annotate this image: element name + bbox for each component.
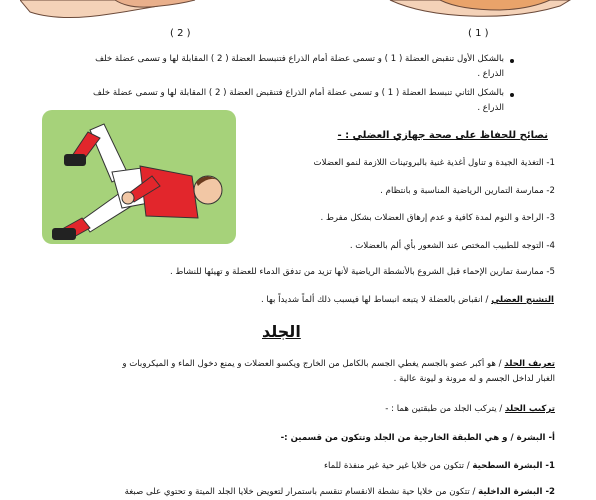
- skin-structure-term: تركيب الجلد: [504, 404, 555, 414]
- skin-definition-term: تعريف الجلد: [504, 359, 555, 369]
- bullet-marker: [510, 93, 514, 97]
- bullet-marker: [510, 59, 514, 63]
- cramp-definition: [130, 294, 554, 307]
- inner-epidermis: [30, 486, 555, 499]
- advice-item-4: 4- التوجه للطبيب المختص عند الشعور بأي ألم بالعضلات .: [349, 241, 555, 251]
- cramp-term: التشنج العضلي: [491, 295, 554, 305]
- bullet-text-1-cont: الذراع .: [477, 69, 504, 79]
- skin-definition-text: / هو أكبر عضو بالجسم يغطي الجسم بالكامل من الخارج ويكسو العضلات و يمنع دخول الماء و الميكروبات و: [122, 359, 505, 369]
- bullet-text-2-cont: الذراع .: [477, 103, 504, 113]
- skin-section-title: الجلد: [262, 322, 301, 341]
- skin-structure: [200, 403, 555, 416]
- surface-epidermis-text: / تتكون من خلايا غير حية غير منفذة للماء: [324, 461, 473, 471]
- advice-item-1: 1- التغذية الجيدة و تناول أغذية غنية بالبروتينات اللازمة لنمو العضلات: [313, 158, 555, 168]
- arm-illustration-2: [20, 0, 200, 22]
- inner-epidermis-text: / تتكون من خلايا حية نشطة الانقسام تنقسم باستمرار لتعويض خلايا الجلد الميتة و تحتوي على صبغة: [124, 487, 479, 497]
- skin-definition: [30, 358, 555, 371]
- injured-player-illustration: [42, 110, 236, 244]
- surface-epidermis: [200, 460, 555, 473]
- skin-definition-cont: الغبار لداخل الجسم و له مرونة و ليونة عالية .: [393, 374, 555, 384]
- skin-structure-text: / يتركب الجلد من طبقتين هما : -: [385, 404, 505, 414]
- surface-epidermis-term: 1- البشرة السطحية: [472, 461, 555, 471]
- advice-item-5: 5- ممارسة تمارين الإحماء قبل الشروع بالأنشطة الرياضية لأنها تزيد من تدفق الدماء للعضلة و تهيئها للنشاط .: [169, 267, 555, 277]
- inner-epidermis-term: 2- البشرة الداخلية: [478, 487, 555, 497]
- arm-illustration-1: [380, 0, 580, 22]
- cramp-text: / انقباض بالعضلة لا يتبعه انبساط لها فيسبب ذلك ألماً شديداً بها .: [260, 295, 492, 305]
- bullet-text-1: بالشكل الأول تنقبض العضلة ( 1 ) و تسمى عضلة أمام الذراع فتنبسط العضلة ( 2 ) المقابلة لها و تسمى عضلة خلف: [95, 54, 504, 64]
- epidermis-heading: أ- البشرة / و هي الطبقة الخارجية من الجلد وتتكون من قسمين :-: [280, 433, 555, 443]
- advice-item-3: 3- الراحة و النوم لمدة كافية و عدم إرهاق العضلات بشكل مفرط .: [320, 213, 555, 223]
- bullet-text-2: بالشكل الثاني تنبسط العضلة ( 1 ) و تسمى عضلة أمام الذراع فتنقبض العضلة ( 2 ) المقابلة لها و تسمى عضلة خلف: [93, 88, 504, 98]
- figure-caption-1: ( 1 ): [468, 28, 489, 39]
- figure-caption-2: ( 2 ): [170, 28, 191, 39]
- advice-item-2: 2- ممارسة التمارين الرياضية المناسبة و بانتظام .: [380, 186, 555, 196]
- advice-heading: نصائح للحفاظ على صحة جهازي العضلي : -: [337, 130, 548, 141]
